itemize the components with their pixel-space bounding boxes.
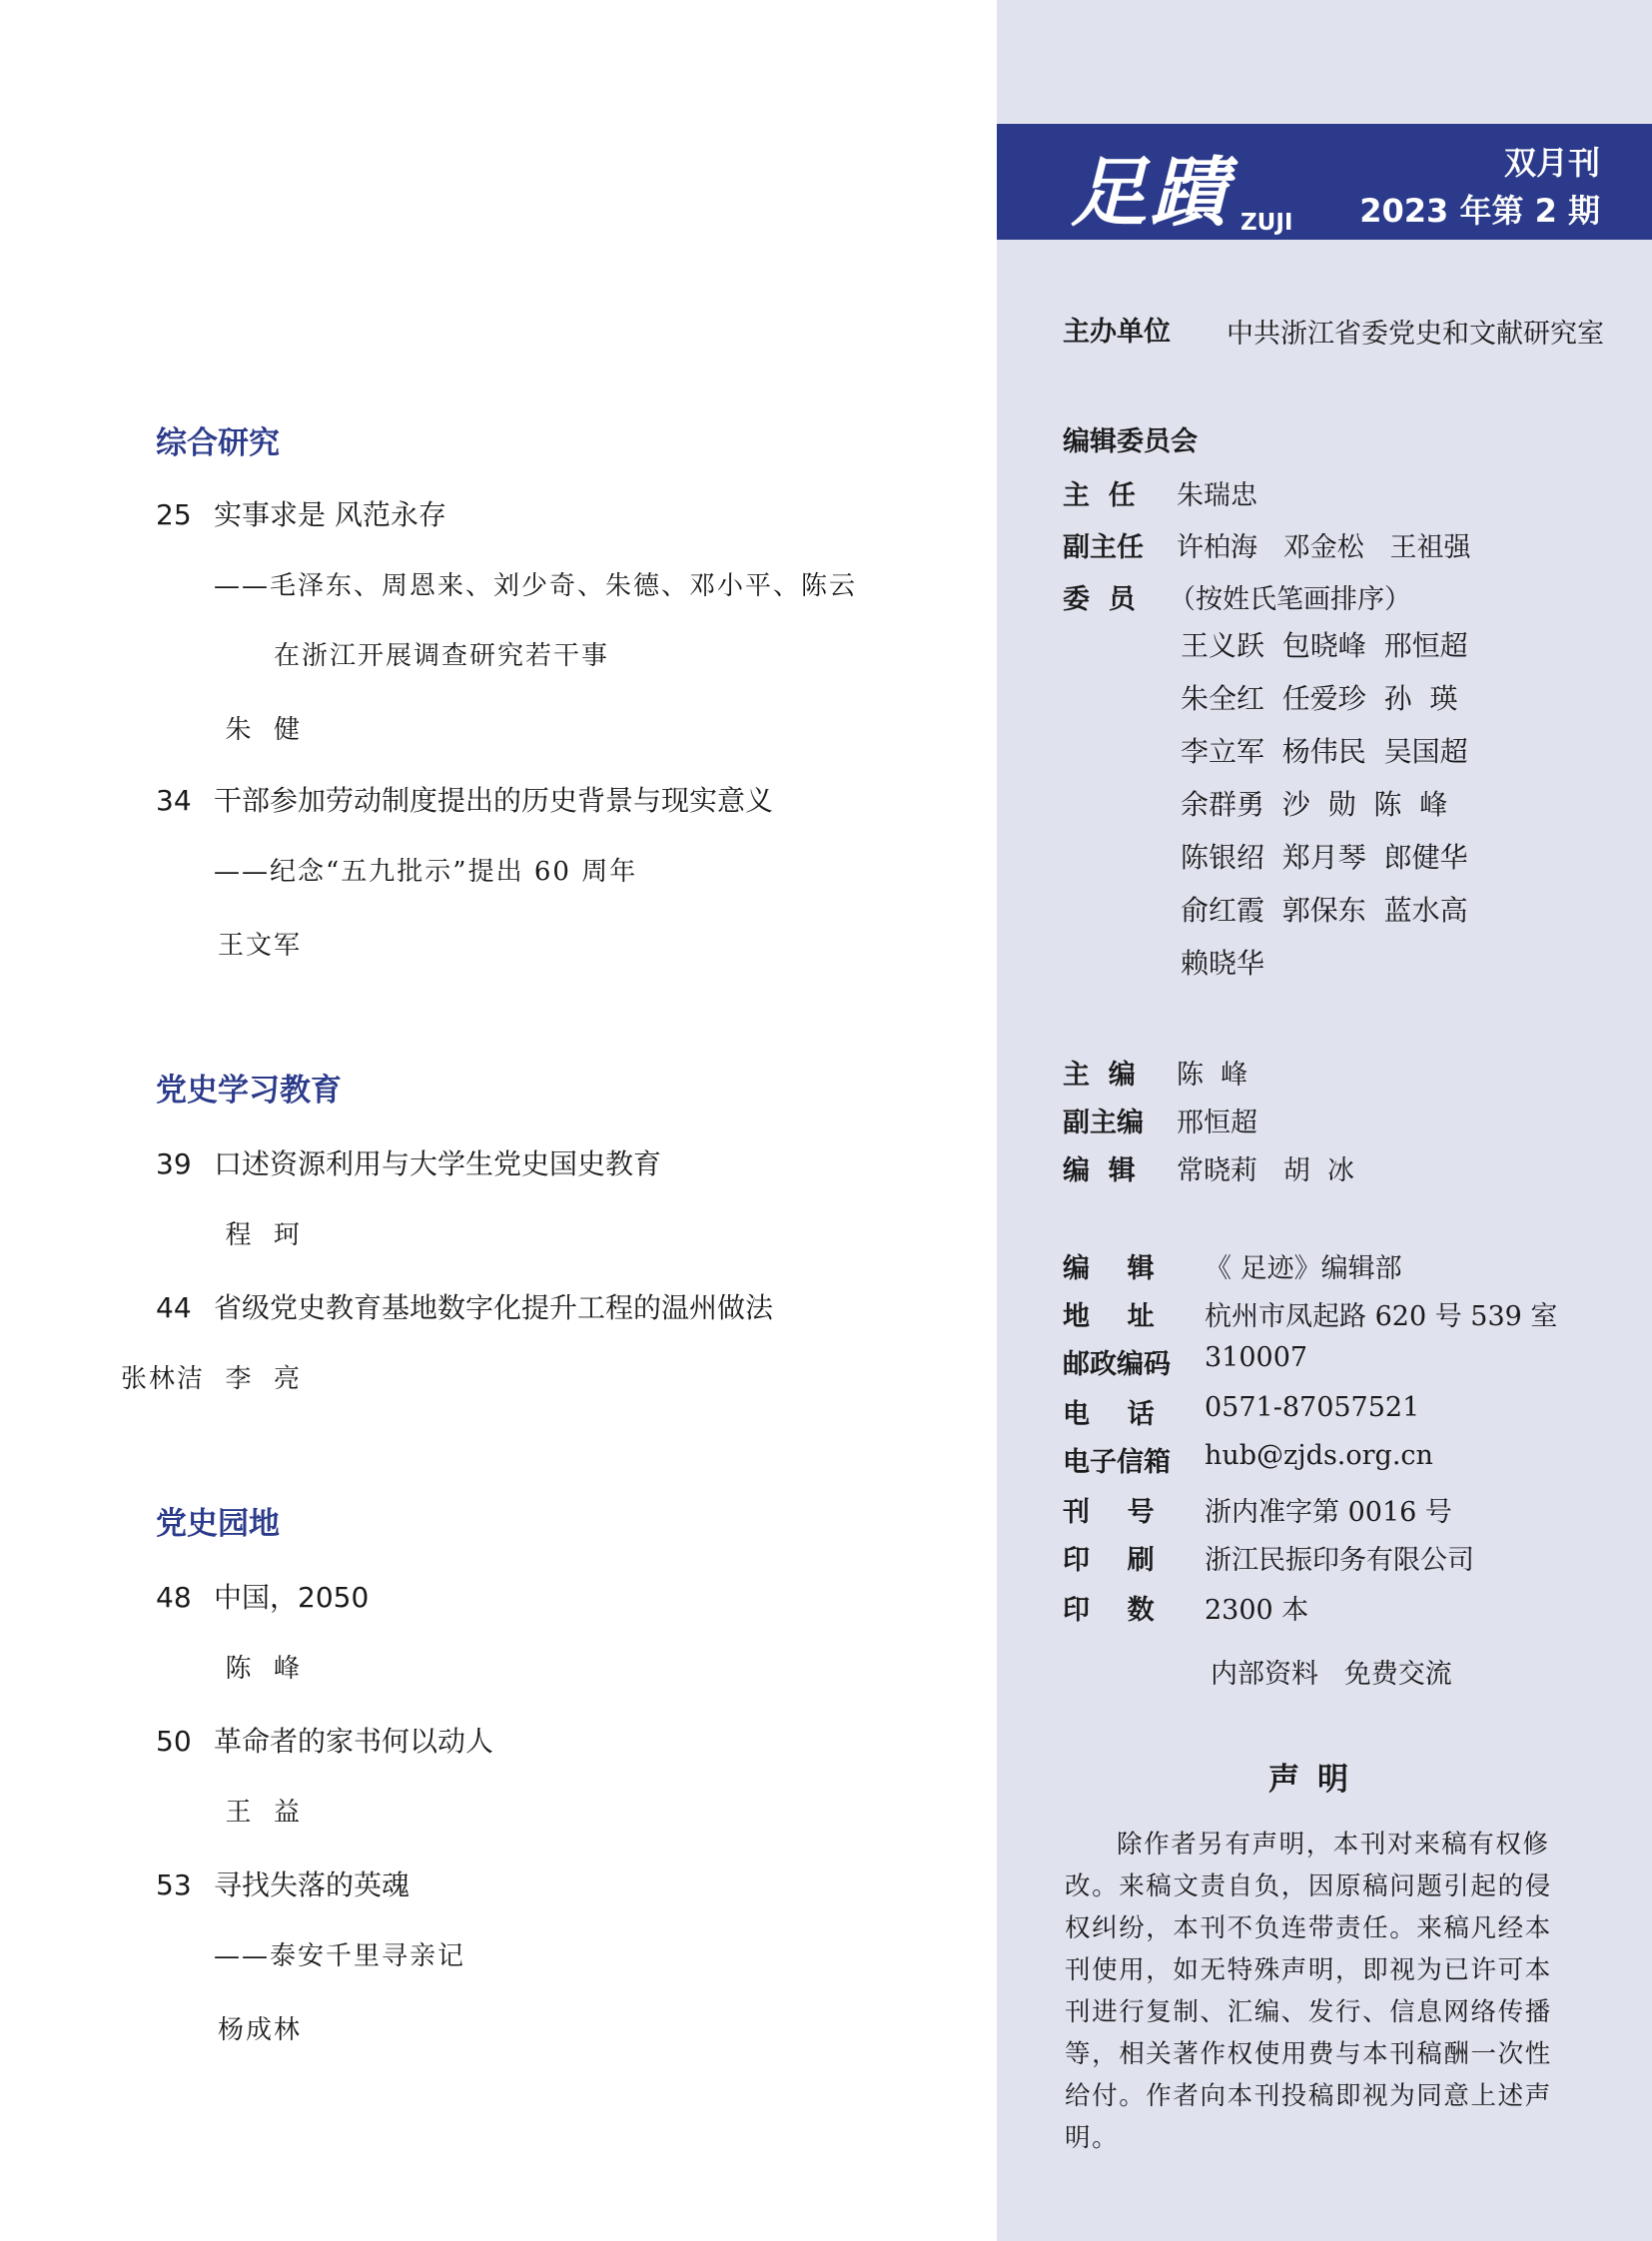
page-number: 39 <box>156 1147 192 1180</box>
article-author: 杨成林 <box>217 2015 302 2045</box>
director-label: 主 任 <box>1063 480 1136 511</box>
article-author: 程 珂 <box>225 1220 302 1250</box>
info-label: 印 刷 <box>1063 1545 1155 1576</box>
info-label: 邮政编码 <box>1063 1349 1171 1380</box>
section-title: 党史学习教育 <box>156 1073 342 1109</box>
member-row: 王义跃 包晓峰 邢恒超 <box>1181 629 1468 662</box>
article-title: 中国，2050 <box>214 1581 370 1614</box>
deputy-chief-editor-label: 副主编 <box>1063 1108 1144 1138</box>
toc-entry[interactable] <box>156 1576 369 1616</box>
info-value: 杭州市凤起路 620 号 539 室 <box>1205 1301 1558 1332</box>
article-author: 陈 峰 <box>225 1654 302 1684</box>
sponsor-label: 主办单位 <box>1063 317 1171 348</box>
declaration-title: 声明 <box>1268 1762 1366 1798</box>
article-author: 朱 健 <box>225 715 302 745</box>
declaration-body: 除作者另有声明，本刊对来稿有权修改。来稿文责自负，因原稿问题引起的侵权纠纷，本刊不负连带责任。来稿凡经本刊使用，如无特殊声明，即视为已许可本刊进行复制、汇编、发行、信息网络传播等，相关著作权使用费与本刊稿酬一次性给付。作者向本刊投稿即视为同意上述声明。 <box>1065 1830 1552 2153</box>
toc-entry[interactable] <box>156 1864 410 1903</box>
publication-frequency: 双月刊 <box>1503 144 1600 182</box>
section-title: 综合研究 <box>156 425 280 461</box>
circulation-note: 内部资料 免费交流 <box>1211 1659 1452 1690</box>
magazine-logo-en: ZUJI <box>1240 210 1293 236</box>
deputy-director-value: 许柏海 邓金松 王祖强 <box>1177 532 1471 563</box>
article-subtitle: ——泰安千里寻亲记 <box>214 1941 466 1971</box>
member-list <box>1181 619 1468 990</box>
chief-editor-value: 陈 峰 <box>1177 1060 1248 1091</box>
article-author: 张林洁 李 亮 <box>120 1364 302 1394</box>
article-subtitle: ——毛泽东、周恩来、刘少奇、朱德、邓小平、陈云 <box>214 571 858 601</box>
editors-value: 常晓莉 胡 冰 <box>1177 1155 1354 1186</box>
article-title: 口述资源利用与大学生党史国史教育 <box>214 1147 662 1180</box>
info-value: 0571-87057521 <box>1205 1392 1420 1423</box>
article-subtitle: ——纪念“五九批示”提出 60 周年 <box>214 857 638 887</box>
member-row: 李立军 杨伟民 吴国超 <box>1181 735 1468 768</box>
info-value: 浙江民振印务有限公司 <box>1205 1545 1474 1576</box>
committee-title: 编辑委员会 <box>1063 426 1198 457</box>
page-number: 25 <box>156 498 192 531</box>
article-title: 干部参加劳动制度提出的历史背景与现实意义 <box>214 784 774 817</box>
magazine-banner <box>997 124 1652 240</box>
info-value: 310007 <box>1205 1342 1308 1373</box>
chief-editor-label: 主 编 <box>1063 1060 1136 1091</box>
members-note: （按姓氏笔画排序） <box>1169 584 1411 615</box>
member-row: 余群勇 沙 勋 陈 峰 <box>1181 788 1448 821</box>
page-number: 48 <box>156 1581 192 1614</box>
article-author: 王 益 <box>225 1798 302 1828</box>
toc-entry[interactable] <box>156 1286 773 1326</box>
page-number: 53 <box>156 1868 192 1901</box>
article-title: 省级党史教育基地数字化提升工程的温州做法 <box>214 1291 774 1324</box>
article-author: 王文军 <box>217 931 302 961</box>
toc-entry[interactable] <box>156 493 446 533</box>
article-title: 革命者的家书何以动人 <box>214 1725 494 1758</box>
masthead-panel <box>997 0 1652 2241</box>
article-title: 寻找失落的英魂 <box>214 1868 411 1901</box>
toc-entry[interactable] <box>156 1720 493 1760</box>
info-label: 电 话 <box>1063 1399 1155 1430</box>
deputy-director-label: 副主任 <box>1063 532 1144 563</box>
page-number: 50 <box>156 1725 192 1758</box>
member-row: 俞红霞 郭保东 蓝水高 <box>1181 894 1468 927</box>
deputy-chief-editor-value: 邢恒超 <box>1177 1108 1257 1138</box>
member-row: 赖晓华 <box>1181 947 1265 980</box>
info-value: 《 足迹》编辑部 <box>1205 1253 1402 1284</box>
email-value[interactable]: hub@zjds.org.cn <box>1205 1440 1433 1471</box>
member-row: 朱全红 任爱珍 孙 瑛 <box>1181 682 1458 715</box>
editors-label: 编 辑 <box>1063 1155 1136 1186</box>
info-value: 2300 本 <box>1205 1595 1309 1626</box>
magazine-logo: 足蹟 <box>1071 148 1231 237</box>
info-label: 刊 号 <box>1063 1497 1155 1528</box>
sponsor-value: 中共浙江省委党史和文献研究室 <box>1227 319 1604 350</box>
article-title: 实事求是 风范永存 <box>214 498 446 531</box>
page-number: 34 <box>156 784 192 817</box>
info-value: 浙内准字第 0016 号 <box>1205 1497 1452 1528</box>
director-value: 朱瑞忠 <box>1177 480 1257 511</box>
members-label: 委 员 <box>1063 584 1136 615</box>
toc-entry[interactable] <box>156 1142 661 1182</box>
info-label: 电子信箱 <box>1063 1447 1171 1478</box>
member-row: 陈银绍 郑月琴 郎健华 <box>1181 841 1468 874</box>
info-label: 地 址 <box>1063 1301 1155 1332</box>
info-label: 印 数 <box>1063 1595 1155 1626</box>
issue-number: 2023 年第 2 期 <box>1359 192 1600 230</box>
info-label: 编 辑 <box>1063 1253 1155 1284</box>
page-number: 44 <box>156 1291 192 1324</box>
toc-entry[interactable] <box>156 779 773 819</box>
article-subtitle: 在浙江开展调查研究若干事 <box>274 641 610 671</box>
section-title: 党史园地 <box>156 1506 280 1542</box>
